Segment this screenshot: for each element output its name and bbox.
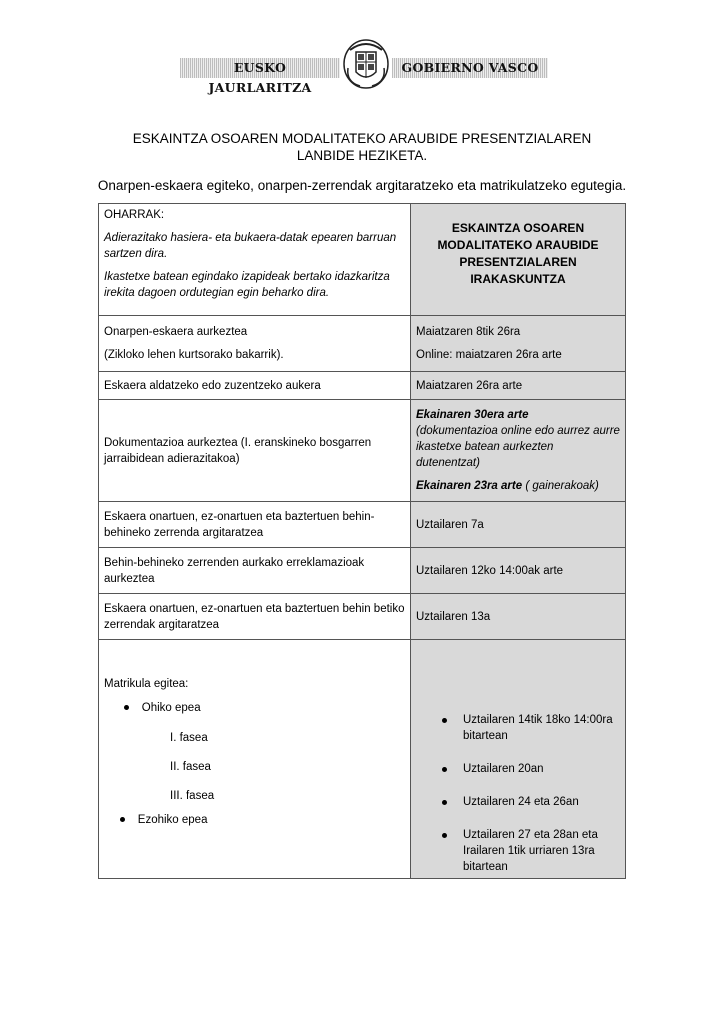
- enrollment-label: Matrikula egitea:: [104, 678, 189, 690]
- header-right-bar: [392, 58, 548, 78]
- row-label-main: Onarpen-eskaera aurkeztea: [104, 326, 248, 338]
- deadline-online-note: (dokumentazioa online edo aurrez aurre ikastetxe batean aurkezten dutenentzat): [416, 425, 620, 469]
- header-left-text: EUSKO JAURLARITZA: [208, 60, 312, 95]
- row-label-extra: (Zikloko lehen kurtsorako bakarrik).: [104, 349, 284, 361]
- note-2: Ikastetxe batean egindako izapideak bertako idazkaritza irekita dagoen ordutegian egin beharko dira.: [104, 271, 390, 299]
- table-row: [99, 548, 626, 594]
- deadline-others: Ekainaren 23ra arte: [416, 480, 523, 492]
- document-title: [80, 130, 644, 164]
- phase-3: III. fasea: [170, 790, 215, 802]
- title-line-1: ESKAINTZA OSOAREN MODALITATEKO ARAUBIDE PRESENTZIALAREN: [132, 131, 592, 146]
- row-value: Maiatzaren 26ra arte: [411, 372, 626, 400]
- deadline-online: Ekainaren 30era arte: [416, 409, 529, 421]
- bullet-icon: [120, 817, 125, 822]
- government-header: [176, 38, 552, 95]
- table-row: [99, 372, 626, 400]
- enrollment-label-cell: [99, 640, 411, 879]
- row-label: Behin-behineko zerrenden aurkako erreklamazioak aurkeztea: [99, 548, 411, 594]
- enrollment-date-2: Uztailaren 20an: [463, 763, 544, 775]
- enrollment-date-3: Uztailaren 24 eta 26an: [463, 796, 579, 808]
- ordinary-period: Ohiko epea: [141, 702, 201, 714]
- row-value-extra: Online: maiatzaren 26ra arte: [416, 349, 562, 361]
- header-right-text: GOBIERNO VASCO: [401, 60, 539, 75]
- phase-2: II. fasea: [170, 761, 211, 773]
- bullet-icon: [124, 705, 129, 710]
- row-label: Eskaera onartuen, ez-onartuen eta baztertuen behin betiko zerrendak argitaratzea: [99, 594, 411, 640]
- note-1: Adierazitako hasiera- eta bukaera-datak epearen barruan sartzen dira.: [104, 232, 397, 260]
- table-row: [99, 204, 626, 316]
- row-value-main: Maiatzaren 8tik 26ra: [416, 326, 521, 338]
- table-row: [99, 400, 626, 502]
- deadline-others-note: ( gainerakoak): [525, 480, 599, 492]
- notes-cell: [99, 204, 411, 316]
- row-label: Eskaera aldatzeko edo zuzentzeko aukera: [99, 372, 411, 400]
- extraordinary-period: Ezohiko epea: [137, 814, 208, 826]
- table-row: [99, 316, 626, 372]
- basque-government-crest-icon: [342, 38, 390, 90]
- phase-1: I. fasea: [170, 732, 208, 744]
- row-value: Uztailaren 12ko 14:00ak arte: [411, 548, 626, 594]
- header-left-bar: [180, 58, 340, 95]
- row-label: Dokumentazioa aurkeztea (I. eranskineko bosgarren jarraibidean adierazitakoa): [99, 400, 411, 502]
- document-subtitle: Onarpen-eskaera egiteko, onarpen-zerrendak argitaratzeko eta matrikulatzeko egutegia.: [97, 178, 627, 193]
- enrollment-date-1: Uztailaren 14tik 18ko 14:00ra bitartean: [463, 714, 613, 742]
- row-label: [99, 316, 411, 372]
- table-row: [99, 502, 626, 548]
- table-row: [99, 640, 626, 879]
- enrollment-dates-cell: [411, 640, 626, 879]
- notes-heading: OHARRAK:: [104, 209, 165, 221]
- calendar-table: [98, 203, 626, 879]
- column-header: ESKAINTZA OSOAREN MODALITATEKO ARAUBIDE PRESENTZIALAREN IRAKASKUNTZA: [411, 204, 626, 316]
- enrollment-date-4: Uztailaren 27 eta 28an eta Irailaren 1tik urriaren 13ra bitartean: [463, 829, 598, 873]
- table-row: [99, 594, 626, 640]
- title-line-2: LANBIDE HEZIKETA.: [296, 148, 428, 163]
- row-value: [411, 316, 626, 372]
- row-value: [411, 400, 626, 502]
- row-label: Eskaera onartuen, ez-onartuen eta baztertuen behin-behineko zerrenda argitaratzea: [99, 502, 411, 548]
- row-value: Uztailaren 13a: [411, 594, 626, 640]
- row-value: Uztailaren 7a: [411, 502, 626, 548]
